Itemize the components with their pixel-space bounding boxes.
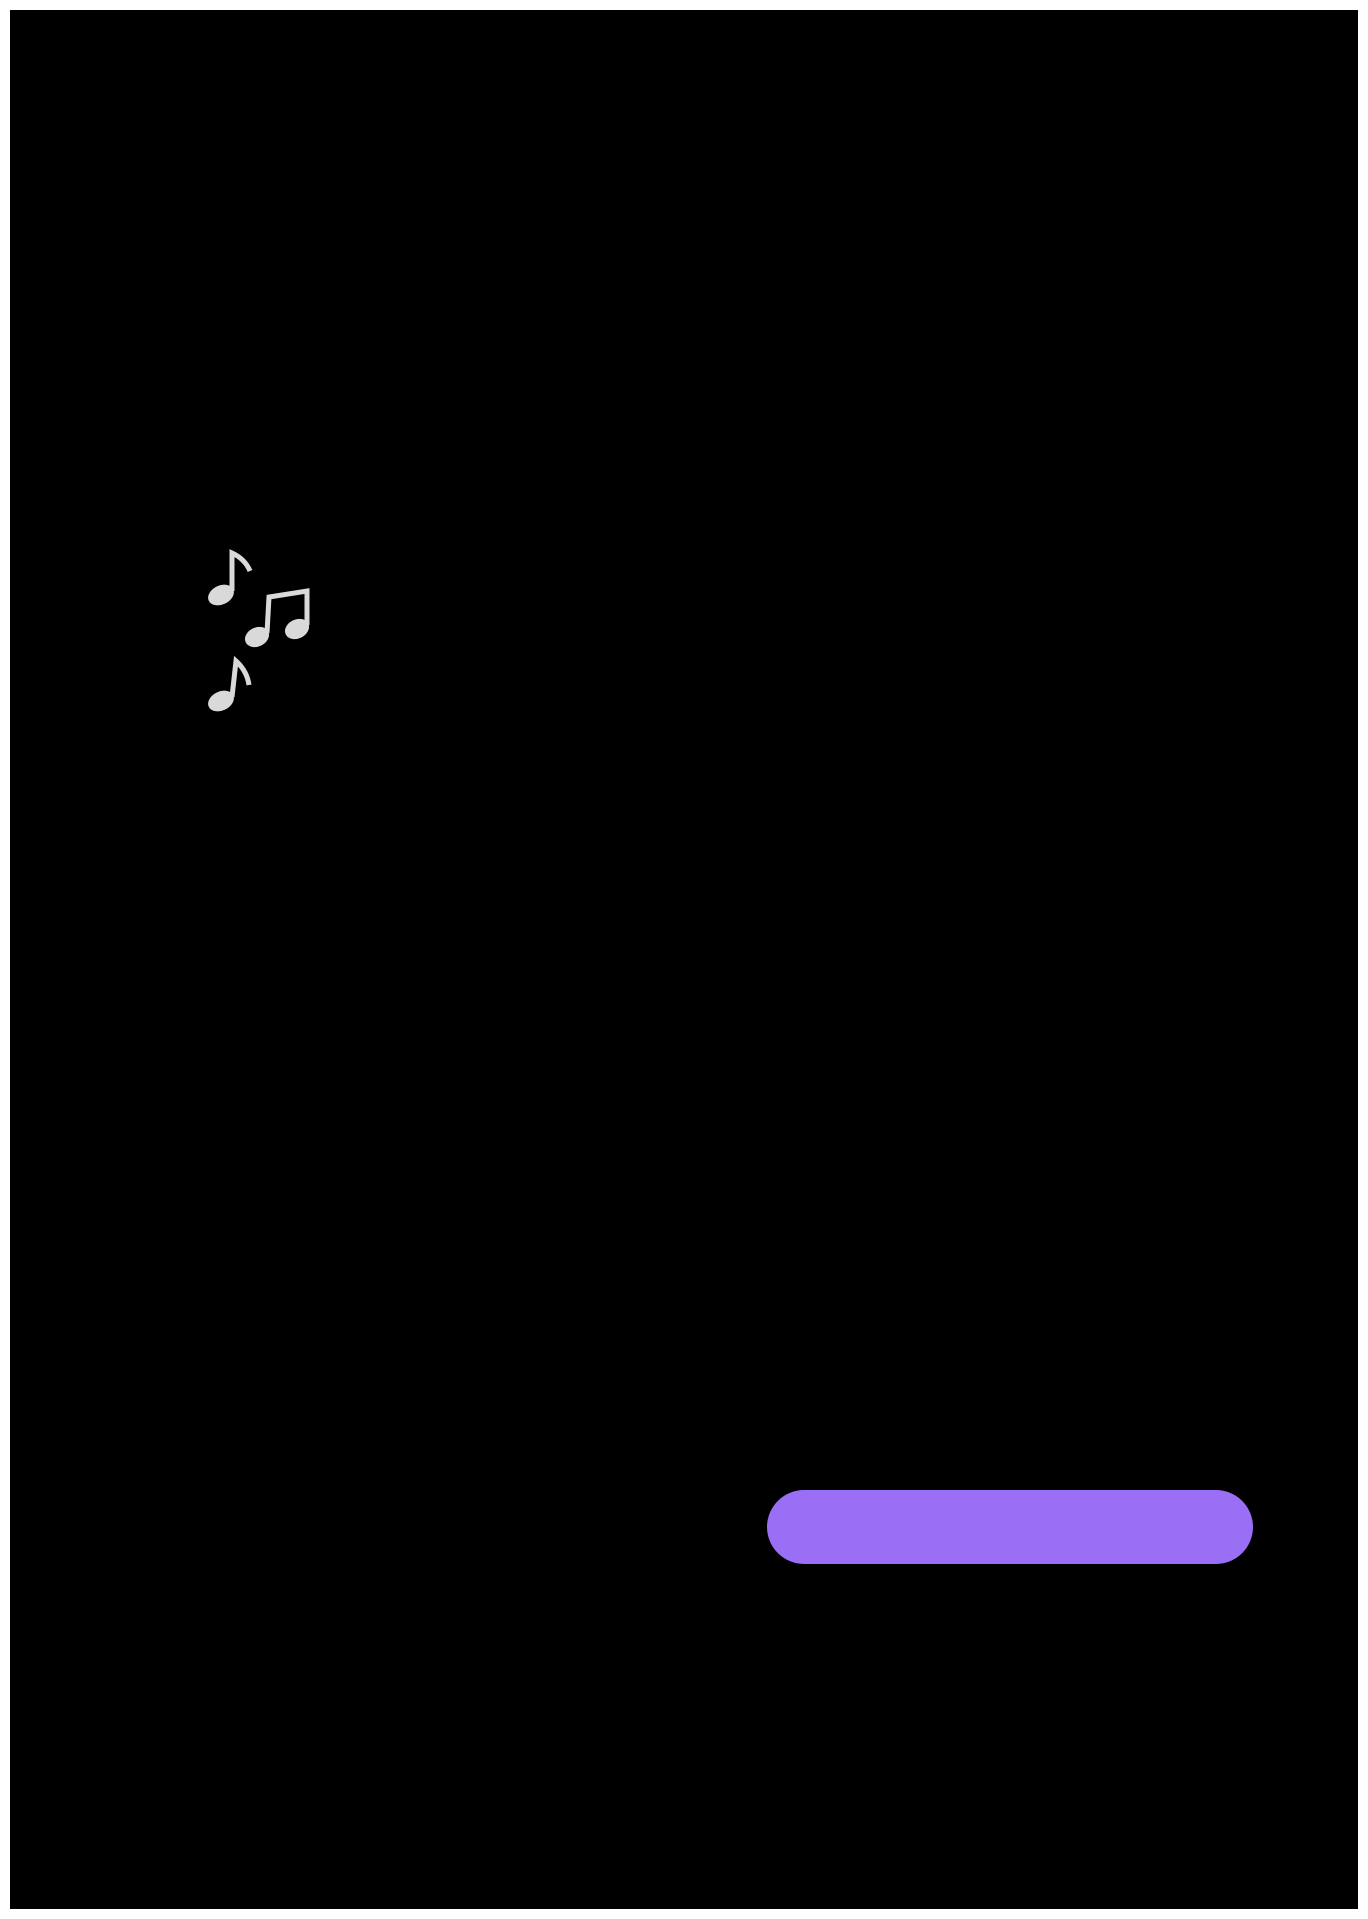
schedule-item: [617, 121, 629, 168]
schedule-item: [400, 196, 412, 243]
hours-badge: [767, 1490, 1253, 1564]
schedule-item: [52, 760, 64, 807]
schedule-item: [628, 618, 640, 665]
music-notes-icon: [205, 545, 345, 725]
firework-tricolor-icon: [95, 118, 335, 358]
fireworks-right-icon: [975, 810, 1315, 1190]
fireworks-left-icon: [50, 810, 390, 1190]
schedule-item: [52, 387, 64, 434]
schedule-item: [450, 478, 462, 525]
poster: [10, 10, 1358, 1909]
schedule-item: [52, 44, 64, 91]
